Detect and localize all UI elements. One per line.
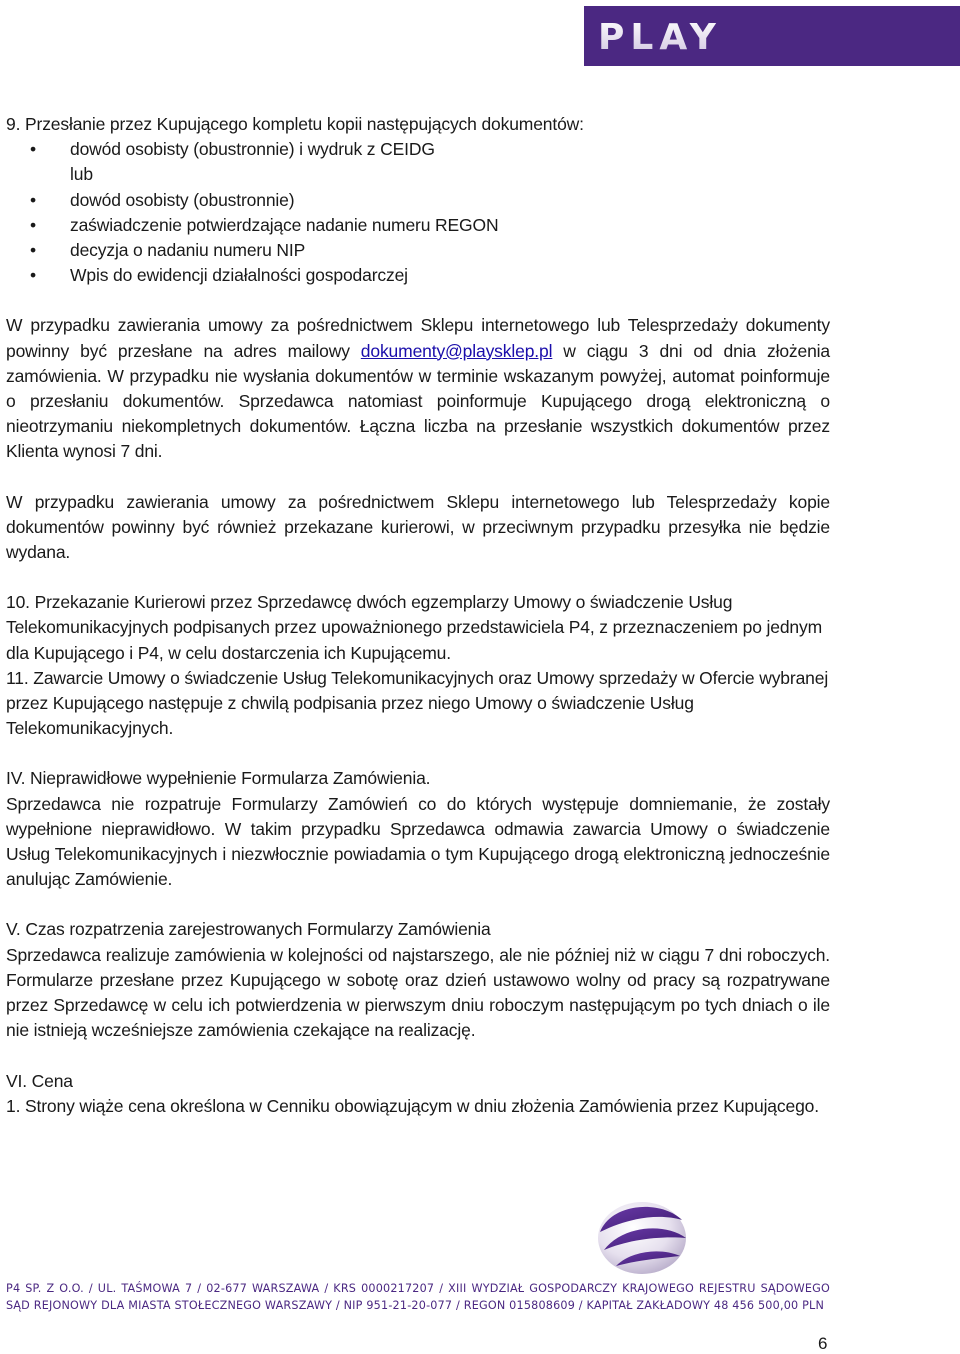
- section-v-heading: V. Czas rozpatrzenia zarejestrowanych Formularzy Zamówienia: [6, 919, 491, 940]
- section-11: 11. Zawarcie Umowy o świadczenie Usług Telekomunikacyjnych oraz Umowy sprzedaży w Ofercie wybranej przez Kupującego następuje z chwilą podpisania przez niego Umowy o świadczenie Usług Telekomunikacyjnych.: [6, 667, 829, 739]
- list-item: • dowód osobisty (obustronnie) i wydruk z CEIDG: [6, 137, 830, 162]
- email-link[interactable]: dokumenty@playsklep.pl: [360, 340, 553, 361]
- section-vi-heading: VI. Cena: [6, 1070, 73, 1091]
- play-ball-icon: [592, 1192, 692, 1278]
- bullet-icon: •: [30, 214, 36, 235]
- list-item: • decyzja o nadaniu numeru NIP: [6, 238, 830, 263]
- company-footer: P4 SP. Z O.O. / UL. TAŚMOWA 7 / 02-677 WARSZAWA / KRS 0000217207 / XIII WYDZIAŁ GOSPODARCZY KRAJOWEGO REJESTRU SĄDOWEGO SĄD REJONOWY DLA MIASTA STOŁECZNEGO WARSZAWY / NIP 951-21-20-077 / REGON 015808609 / KAPITAŁ ZAKŁADOWY 48 456 500,00 PLN: [6, 1282, 830, 1312]
- play-logo-mark: [598, 18, 768, 54]
- section-vi-body: 1. Strony wiąże cena określona w Cenniku obowiązującym w dniu złożenia Zamówienia przez Kupującego.: [6, 1095, 819, 1116]
- bullet-icon: •: [30, 189, 36, 210]
- page-number: 6: [818, 1334, 828, 1353]
- section-v-body: Sprzedawca realizuje zamówienia w kolejności od najstarszego, ale nie później niż w ciągu 7 dni roboczych. Formularze przesłane przez Kupującego w sobotę oraz dzień ustawowo wolny od pracy są rozpatrywane przez Sprzedawcę w celu ich potwierdzenia w pierwszym dniu roboczym następującym po tych dniach o ile nie istnieją wcześniejsze zamówienia czekające na realizację.: [6, 944, 830, 1041]
- list-item: • Wpis do ewidencji działalności gospodarczej: [6, 263, 830, 288]
- section-iv-heading: IV. Nieprawidłowe wypełnienie Formularza Zamówienia.: [6, 768, 431, 789]
- section-iv-body: Sprzedawca nie rozpatruje Formularzy Zamówień co do których występuje domniemanie, że zostały wypełnione nieprawidłowo. W takim przypadku Sprzedawca odmawia zawarcia Umowy o świadczenie Usług Telekomunikacyjnych i niezwłocznie powiadamia o tym Kupującego drogą elektroniczną jednocześnie anulując Zamówienie.: [6, 793, 830, 890]
- list-item-or: lub: [70, 164, 93, 185]
- bullet-icon: •: [30, 265, 36, 286]
- logo-text: PLAY: [598, 18, 722, 54]
- bullet-icon: •: [30, 139, 36, 160]
- documents-email-paragraph: W przypadku zawierania umowy za pośrednictwem Sklepu internetowego lub Telesprzedaży dokumenty powinny być przesłane na adres mailowy dokumenty@playsklep.pl w ciągu 3 dni od dnia złożenia zamówienia. W przypadku nie wysłania dokumentów w terminie wskazanym powyżej, automat poinformuje o przesłaniu dokumentów. Sprzedawca natomiast poinformuje Kupującego drogą elektroniczną o nieotrzymaniu niekompletnych dokumentów. Łączna liczba na przesłanie wszystkich dokumentów przez Klienta wynosi 7 dni.: [6, 315, 831, 462]
- section-10: 10. Przekazanie Kurierowi przez Sprzedawcę dwóch egzemplarzy Umowy o świadczenie Usług Telekomunikacyjnych podpisanych przez upoważnionego przedstawiciela P4, z przeznaczeniem po jednym dla Kupującego i P4, w celu dostarczenia ich Kupującemu.: [6, 592, 823, 663]
- section-9-heading: 9. Przesłanie przez Kupującego kompletu kopii następujących dokumentów:: [6, 114, 584, 134]
- document-body: [6, 112, 830, 1119]
- documents-list: [6, 137, 830, 288]
- play-logo: [584, 6, 960, 66]
- list-item: • zaświadczenie potwierdzające nadanie numeru REGON: [6, 213, 830, 238]
- list-item: • dowód osobisty (obustronnie): [6, 188, 830, 213]
- bullet-icon: •: [30, 240, 36, 261]
- courier-copies-paragraph: W przypadku zawierania umowy za pośrednictwem Sklepu internetowego lub Telesprzedaży kopie dokumentów powinny być również przekazane kurierowi, w przeciwnym przypadku przesyłka nie będzie wydana.: [6, 491, 830, 563]
